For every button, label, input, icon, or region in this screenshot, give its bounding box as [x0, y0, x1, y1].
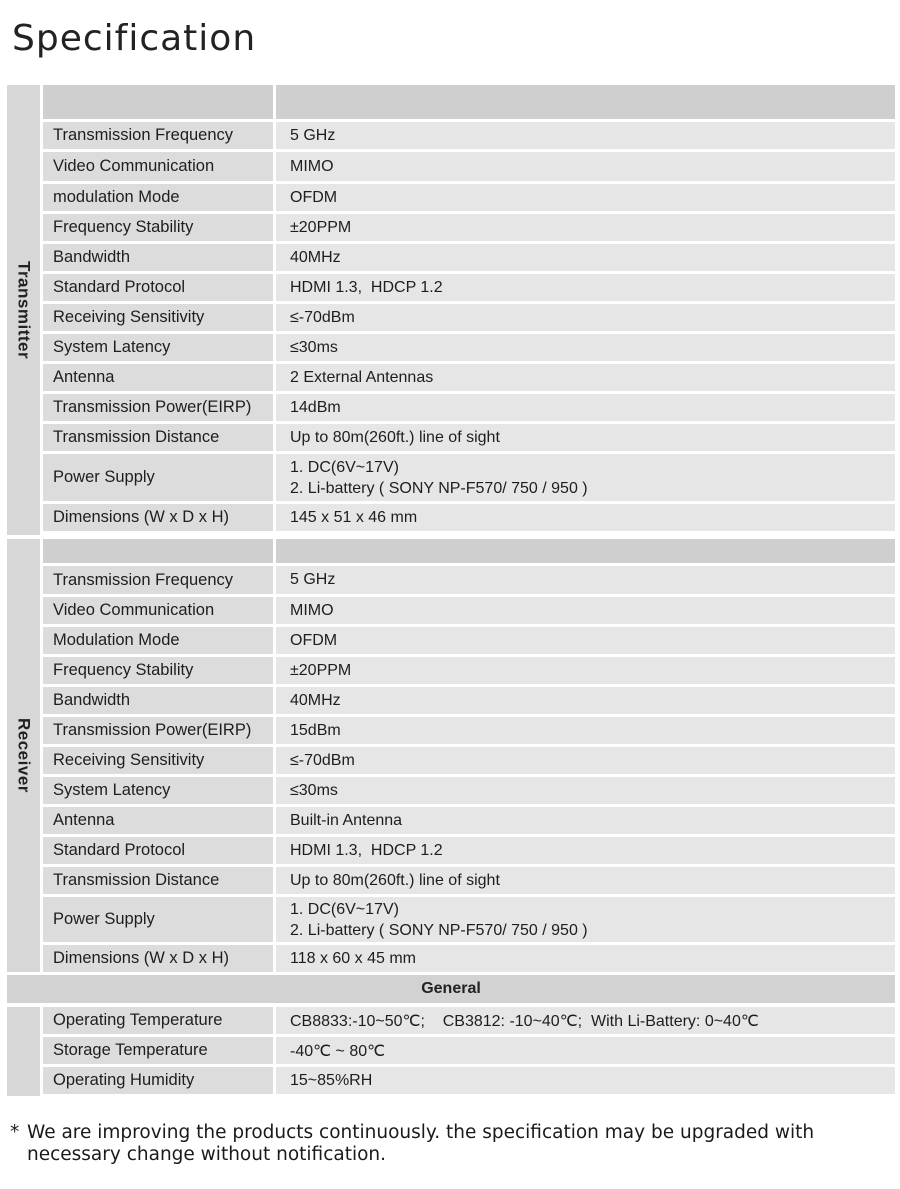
spec-key: Operating Temperature	[43, 1007, 273, 1034]
transmitter-side-panel	[7, 85, 40, 535]
header-value-cell	[276, 539, 895, 563]
spec-value: 5 GHz	[276, 122, 895, 149]
receiver-header-row	[43, 539, 895, 563]
spec-value: HDMI 1.3, HDCP 1.2	[276, 274, 895, 301]
footnote-text-1: We are improving the products continuously. the specification may be upgraded with	[27, 1122, 815, 1143]
spec-key: Antenna	[43, 364, 273, 391]
spec-value: 2 External Antennas	[276, 364, 895, 391]
receiver-section	[7, 539, 895, 972]
spec-key: Standard Protocol	[43, 837, 273, 864]
table-row	[43, 687, 895, 714]
spec-value: ±20PPM	[276, 214, 895, 241]
spec-key: Bandwidth	[43, 244, 273, 271]
table-row	[43, 597, 895, 624]
page-title: Specification	[12, 18, 257, 59]
header-key-cell	[43, 539, 273, 563]
table-row	[43, 1007, 895, 1034]
spec-value-line: 1. DC(6V~17V)	[290, 458, 399, 476]
spec-value: 15~85%RH	[276, 1067, 895, 1094]
general-side-panel	[7, 1007, 40, 1096]
general-section	[7, 1007, 895, 1096]
table-row	[43, 122, 895, 149]
table-row	[43, 504, 895, 531]
spec-key: Storage Temperature	[43, 1037, 273, 1064]
table-row	[43, 454, 895, 501]
spec-value	[276, 454, 895, 501]
table-row	[43, 424, 895, 451]
table-row	[43, 394, 895, 421]
transmitter-header-row	[43, 85, 895, 119]
table-row	[43, 566, 895, 594]
table-row	[43, 152, 895, 181]
table-row	[43, 807, 895, 834]
receiver-label: Receiver	[14, 718, 34, 793]
header-key-cell	[43, 85, 273, 119]
table-row	[43, 897, 895, 942]
spec-value-line: 2. Li-battery ( SONY NP-F570/ 750 / 950 )	[290, 921, 588, 939]
footnote-line-1	[10, 1122, 890, 1144]
receiver-side-panel	[7, 539, 40, 972]
spec-key: Transmission Distance	[43, 867, 273, 894]
spec-value: 145 x 51 x 46 mm	[276, 504, 895, 531]
table-row	[43, 657, 895, 684]
table-row	[43, 867, 895, 894]
spec-value: MIMO	[276, 597, 895, 624]
spec-value: 40MHz	[276, 244, 895, 271]
spec-value: MIMO	[276, 152, 895, 181]
spec-value: Up to 80m(260ft.) line of sight	[276, 424, 895, 451]
table-row	[43, 777, 895, 804]
spec-key: Receiving Sensitivity	[43, 304, 273, 331]
table-row	[43, 214, 895, 241]
spec-key: System Latency	[43, 777, 273, 804]
spec-value: Up to 80m(260ft.) line of sight	[276, 867, 895, 894]
table-row	[43, 747, 895, 774]
spec-value: HDMI 1.3, HDCP 1.2	[276, 837, 895, 864]
spec-key: Receiving Sensitivity	[43, 747, 273, 774]
table-row	[43, 837, 895, 864]
spec-value	[276, 897, 895, 942]
spec-key: Power Supply	[43, 897, 273, 942]
spec-value: 5 GHz	[276, 566, 895, 594]
table-row	[43, 334, 895, 361]
spec-key: Transmission Frequency	[43, 122, 273, 149]
footnote-text-2: necessary change without notification.	[27, 1144, 387, 1165]
spec-key: Dimensions (W x D x H)	[43, 945, 273, 972]
footnote	[10, 1122, 890, 1166]
header-value-cell	[276, 85, 895, 119]
spec-key: Frequency Stability	[43, 657, 273, 684]
transmitter-label: Transmitter	[14, 260, 34, 360]
spec-key: Standard Protocol	[43, 274, 273, 301]
spec-key: Bandwidth	[43, 687, 273, 714]
spec-value: 118 x 60 x 45 mm	[276, 945, 895, 972]
table-row	[43, 1037, 895, 1064]
table-row	[43, 244, 895, 271]
spec-key: Transmission Frequency	[43, 566, 273, 594]
spec-key: Modulation Mode	[43, 627, 273, 654]
spec-value: 40MHz	[276, 687, 895, 714]
spec-value: ≤-70dBm	[276, 304, 895, 331]
spec-value-line: 2. Li-battery ( SONY NP-F570/ 750 / 950 )	[290, 479, 588, 497]
table-row	[43, 627, 895, 654]
table-row	[43, 717, 895, 744]
spec-value: 15dBm	[276, 717, 895, 744]
table-row	[43, 1067, 895, 1094]
footnote-marker: *	[10, 1122, 20, 1143]
spec-key: Video Communication	[43, 152, 273, 181]
spec-key: Video Communication	[43, 597, 273, 624]
spec-key: Operating Humidity	[43, 1067, 273, 1094]
spec-value: OFDM	[276, 627, 895, 654]
spec-value: Built-in Antenna	[276, 807, 895, 834]
spec-key: Transmission Distance	[43, 424, 273, 451]
spec-value: ≤30ms	[276, 777, 895, 804]
general-rows	[43, 1007, 895, 1097]
spec-key: Transmission Power(EIRP)	[43, 394, 273, 421]
table-row	[43, 364, 895, 391]
spec-key: System Latency	[43, 334, 273, 361]
table-row	[43, 945, 895, 972]
spec-value: ≤-70dBm	[276, 747, 895, 774]
transmitter-rows	[43, 85, 895, 534]
spec-value: 14dBm	[276, 394, 895, 421]
receiver-rows	[43, 539, 895, 975]
table-row	[43, 184, 895, 211]
spec-value: ±20PPM	[276, 657, 895, 684]
table-row	[43, 274, 895, 301]
table-row	[43, 304, 895, 331]
spec-key: modulation Mode	[43, 184, 273, 211]
spec-key: Frequency Stability	[43, 214, 273, 241]
spec-value: OFDM	[276, 184, 895, 211]
spec-value: CB8833:-10~50℃; CB3812: -10~40℃; With Li-Battery: 0~40℃	[276, 1007, 895, 1034]
spec-key: Power Supply	[43, 454, 273, 501]
spec-key: Dimensions (W x D x H)	[43, 504, 273, 531]
spec-key: Antenna	[43, 807, 273, 834]
spec-value-line: 1. DC(6V~17V)	[290, 900, 399, 918]
general-section-header: General	[7, 975, 895, 1003]
transmitter-section	[7, 85, 895, 535]
spec-value: -40℃ ~ 80℃	[276, 1037, 895, 1064]
spec-value: ≤30ms	[276, 334, 895, 361]
spec-key: Transmission Power(EIRP)	[43, 717, 273, 744]
